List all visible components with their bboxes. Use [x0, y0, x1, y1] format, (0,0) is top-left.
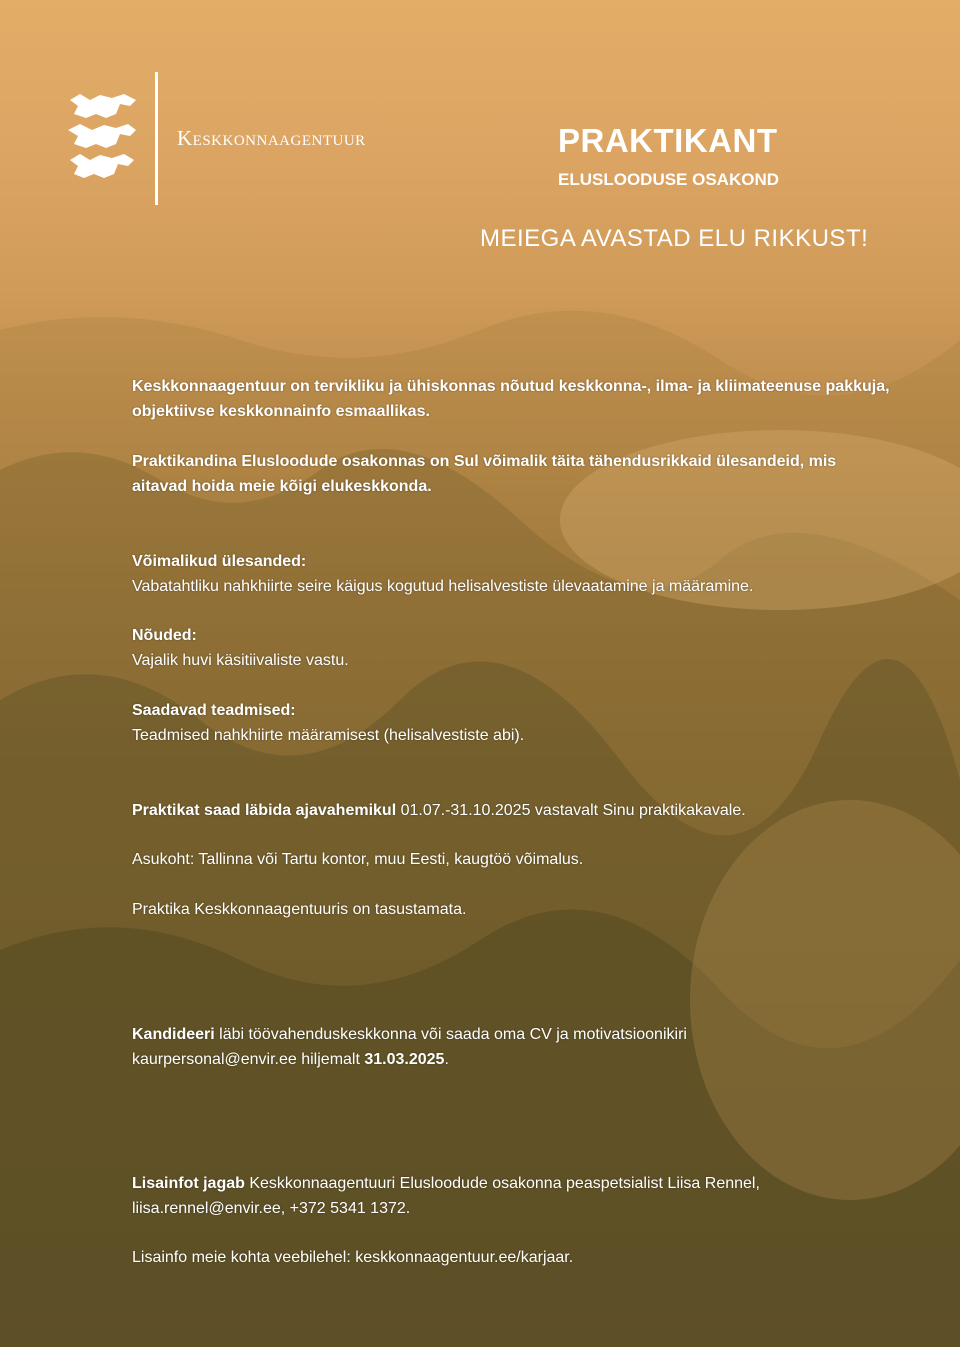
apply-deadline: 31.03.2025	[364, 1051, 445, 1068]
period-line	[132, 798, 892, 823]
page-title: PRAKTIKANT	[558, 122, 778, 159]
apply-section	[132, 1022, 892, 1072]
contact-text: Keskkonnaagentuuri Elusloodude osakonna peaspetsialist Liisa Rennel,	[244, 1175, 760, 1192]
knowledge-heading: Saadavad teadmised:	[132, 702, 296, 719]
apply-text: läbi töövahenduskeskkonna või saada oma CV ja motivatsioonikiri	[214, 1026, 687, 1043]
contact-section	[132, 1171, 892, 1221]
knowledge-section	[132, 698, 892, 748]
requirements-heading: Nõuded:	[132, 627, 197, 644]
period-text: 01.07.-31.10.2025 vastavalt Sinu praktikakavale.	[396, 802, 746, 819]
intro-paragraph-1: Keskkonnaagentuur on tervikliku ja ühiskonnas nõutud keskkonna-, ilma- ja kliimateenuse pakkuja, objektiivse keskkonnainfo esmaallikas.	[132, 378, 890, 420]
tasks-text: Vabatahtliku nahkhiirte seire käigus kogutud helisalvestiste ülevaatamine ja määramine.	[132, 578, 754, 595]
knowledge-text: Teadmised nahkhiirte määramisest (helisalvestiste abi).	[132, 727, 525, 744]
slogan: MEIEGA AVASTAD ELU RIKKUST!	[480, 225, 869, 252]
intro-paragraph-2: Praktikandina Elusloodude osakonnas on Sul võimalik täita tähendusrikkaid ülesandeid, mis aitavad hoida meie kõigi elukeskkonda.	[132, 453, 837, 495]
department-subtitle: ELUSLOODUSE OSAKOND	[558, 170, 780, 189]
requirements-text: Vajalik huvi käsitiivaliste vastu.	[132, 652, 349, 669]
requirements-section	[132, 623, 892, 673]
contact-lead: Lisainfot jagab	[132, 1175, 245, 1192]
apply-email-link[interactable]: kaurpersonal@envir.ee hiljemalt	[132, 1051, 365, 1068]
agency-name: Keskkonnaagentuur	[177, 126, 366, 150]
apply-lead: Kandideeri	[132, 1026, 215, 1043]
tasks-section	[132, 549, 892, 599]
payment-line: Praktika Keskkonnaagentuuris on tasustamata.	[132, 901, 467, 918]
apply-end: .	[444, 1051, 449, 1068]
website-line[interactable]: Lisainfo meie kohta veebilehel: keskkonnaagentuur.ee/karjaar.	[132, 1249, 574, 1266]
location-line: Asukoht: Tallinna või Tartu kontor, muu Eesti, kaugtöö võimalus.	[132, 851, 584, 868]
tasks-heading: Võimalikud ülesanded:	[132, 553, 307, 570]
period-lead: Praktikat saad läbida ajavahemikul	[132, 802, 397, 819]
header-divider	[155, 72, 158, 205]
coat-of-arms-logo-icon	[66, 92, 138, 187]
contact-email-phone[interactable]: liisa.rennel@envir.ee, +372 5341 1372.	[132, 1200, 411, 1217]
